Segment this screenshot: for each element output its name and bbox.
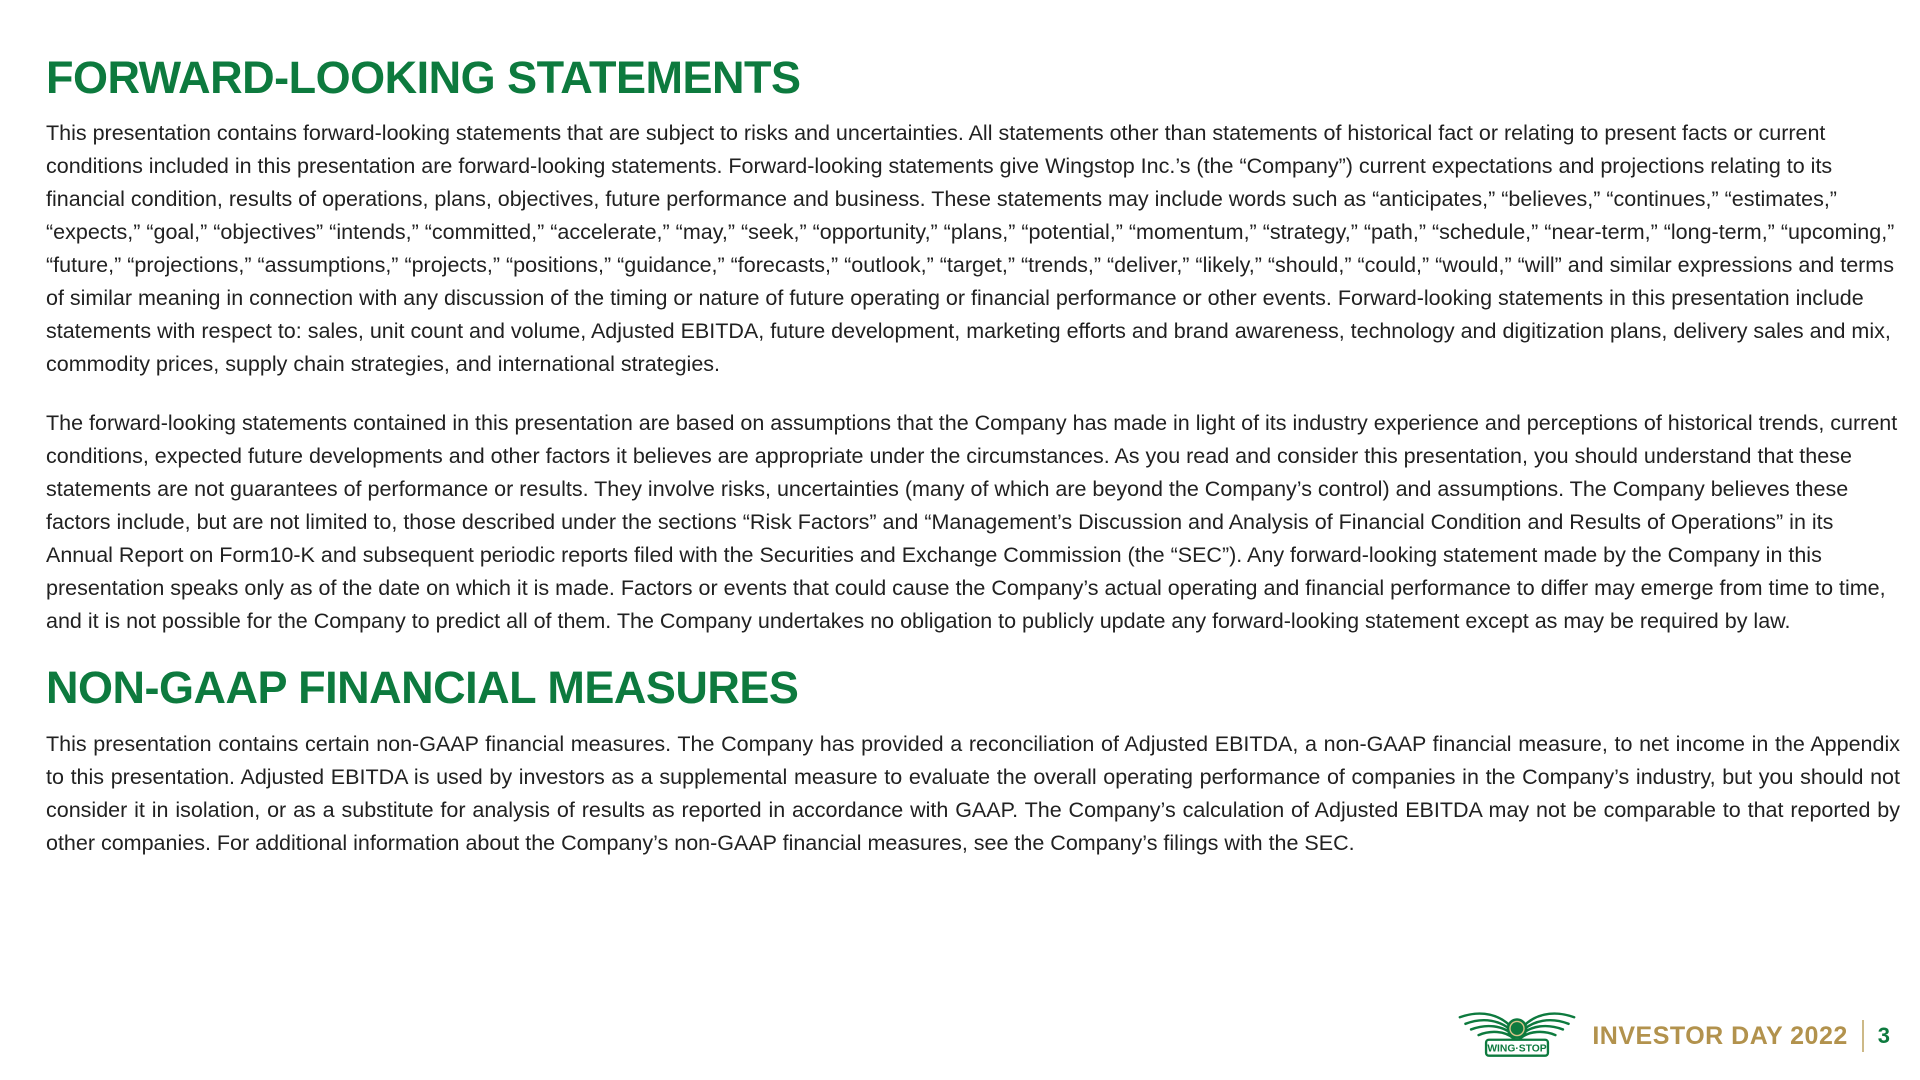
footer-event-label: INVESTOR DAY 2022 [1592, 1021, 1848, 1050]
non-gaap-paragraph-1: This presentation contains certain non-GAAP financial measures. The Company has provided a reconciliation of Adjusted EBITDA, a non-GAAP financial measure, to net income in the Appendix to this presentation. Adjusted EBITDA is used by investors as a supplemental measure to evaluate the overall operating performance of companies in the Company’s industry, but you should not consider it in isolation, or as a substitute for analysis of results as reported in accordance with GAAP. The Company’s calculation of Adjusted EBITDA may not be comparable to that reported by other companies. For additional information about the Company’s non-GAAP financial measures, see the Company’s filings with the SEC. [46, 731, 1900, 855]
footer-divider [1862, 1020, 1864, 1052]
wingstop-logo-text: WING·STOP [1487, 1043, 1548, 1055]
wingstop-logo [1456, 1006, 1578, 1066]
forward-looking-paragraph-2: The forward-looking statements contained in this presentation are based on assumptions that the Company has made in light of its industry experience and perceptions of historical trends, current conditions, expected future developments and other factors it believes are appropriate under the circumstances. As you read and consider this presentation, you should understand that these statements are not guarantees of performance or results. They involve risks, uncertainties (many of which are beyond the Company’s control) and assumptions. The Company believes these factors include, but are not limited to, those described under the sections “Risk Factors” and “Management’s Discussion and Analysis of Financial Condition and Results of Operations” in its Annual Report on Form10-K and subsequent periodic reports filed with the Securities and Exchange Commission (the “SEC”). Any forward-looking statement made by the Company in this presentation speaks only as of the date on which it is made. Factors or events that could cause the Company’s actual operating and financial performance to differ may emerge from time to time, and it is not possible for the Company to predict all of them. The Company undertakes no obligation to publicly update any forward-looking statement except as may be required by law. [46, 411, 1898, 634]
section-non-gaap-measures [46, 664, 1900, 859]
non-gaap-heading: NON-GAAP FINANCIAL MEASURES [46, 662, 799, 714]
forward-looking-paragraph-1: This presentation contains forward-looking statements that are subject to risks and uncertainties. All statements other than statements of historical fact or relating to present facts or current conditions included in this presentation are forward-looking statements. Forward-looking statements give Wingstop Inc.’s (the “Company”) current expectations and projections relating to its financial condition, results of operations, plans, objectives, future performance and business. These statements may include words such as “anticipates,” “believes,” “continues,” “estimates,” “expects,” “goal,” “objectives” “intends,” “committed,” “accelerate,” “may,” “seek,” “opportunity,” “plans,” “potential,” “momentum,” “strategy,” “path,” “schedule,” “near-term,” “long-term,” “upcoming,” “future,” “projections,” “assumptions,” “projects,” “positions,” “guidance,” “forecasts,” “outlook,” “target,” “trends,” “deliver,” “likely,” “should,” “could,” “would,” “will” and similar expressions and terms of similar meaning in connection with any discussion of the timing or nature of future operating or financial performance or other events. Forward-looking statements in this presentation include statements with respect to: sales, unit count and volume, Adjusted EBITDA, future development, marketing efforts and brand awareness, technology and digitization plans, delivery sales and mix, commodity prices, supply chain strategies, and international strategies. [46, 121, 1895, 377]
section-forward-looking-statements [46, 54, 1900, 638]
footer [1456, 1006, 1894, 1066]
forward-looking-heading: FORWARD-LOOKING STATEMENTS [46, 52, 801, 103]
page-number: 3 [1877, 1023, 1890, 1048]
wingstop-wings-icon [1456, 1006, 1578, 1066]
